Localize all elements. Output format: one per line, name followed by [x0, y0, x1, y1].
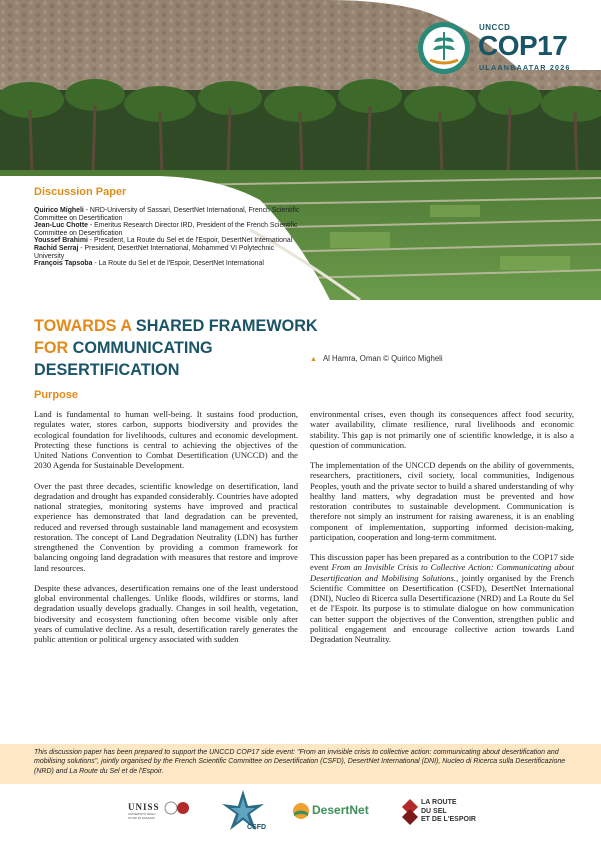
author-name: Rachid Serraj — [34, 244, 79, 252]
body-paragraph: The implementation of the UNCCD depends on the ability of governments, researchers, practitioners, civil society, local communities, Indigenous Peoples, youth and the private sector to build a shared understanding of why healthy land matters, why degradation must be prevented and how restoration contributes to sustainable development. Communication is therefore not simply an instrument for raising awareness, it is an enabling component of implementation, supporting informed decision-making, participation, cooperation and long-term commitment. — [310, 460, 574, 542]
route-line: DU SEL — [421, 807, 447, 815]
paragraph-text: , jointly organised by the French Scientific Committee on Desertification (CSFD), DesertNet International (DNI), Nucleo di Ricerca sulla Desertificazione (NRD) and La Route du Sel et de l'Espoir. Its purpose is to stimulate dialogue on how communication can better support the objectives of the Convention, strengthen public and political engagement and encourage collective action towards Land Degradation Neutrality. — [310, 572, 574, 644]
seal-icon — [164, 800, 190, 816]
cop17-logo — [416, 20, 581, 78]
event-title: From an Invisible Crisis to Collective Action: Communicating about Desertification and Mobilising Solutions. — [310, 562, 574, 583]
author-name: François Tapsoba — [34, 260, 93, 268]
body-paragraph: Despite these advances, desertification remains one of the least understood global environmental challenges. Unlike floods, wildfires or storms, land degradation usually develops gradually. Changes in soil health, vegetation, biodiversity and ecosystem functioning often become visible only after years of cumulative decline. As a result, desertification rarely generates the public attention or political urgency associated with sudden — [34, 582, 298, 644]
title-line1: SHARED FRAMEWORK — [131, 317, 318, 335]
paragraph-text: This discussion paper has been prepared as a contribution to the COP17 side event — [310, 552, 574, 573]
partner-logos — [0, 784, 601, 847]
paper-type: Discussion Paper — [34, 186, 127, 198]
caption-text: Al Hamra, Oman © Quirico Migheli — [322, 354, 443, 363]
route-line: ET DE L'ESPOIR — [421, 816, 476, 823]
author-entry — [34, 237, 304, 245]
author-entry — [34, 245, 304, 260]
title-line2: COMMUNICATING — [68, 339, 213, 357]
author-entry — [34, 260, 304, 268]
logo-event: COP17 — [478, 30, 568, 61]
author-affil: - Emeritus Research Director IRD, President of the French Scientific Committee on Desertification — [34, 222, 298, 237]
desertnet-name: DesertNet — [312, 803, 369, 817]
author-list — [34, 207, 304, 268]
author-name: Quirico Migheli — [34, 207, 84, 214]
uniss-logo — [128, 802, 162, 820]
uniss-name: UNISS — [128, 802, 160, 812]
author-affil: - President, DesertNet International, Mohammed VI Polytechnic University — [34, 244, 275, 260]
paper-title — [34, 315, 324, 381]
body-column-right — [310, 409, 574, 654]
author-affil: - President, La Route du Sel et de l'Espoir, DesertNet International — [87, 237, 293, 245]
section-heading: Purpose — [34, 389, 79, 401]
body-paragraph: Land is fundamental to human well-being. It sustains food production, regulates water, stores carbon, supports biodiversity and provides the ecological foundation for livelihoods, cultures and economic development. Protecting these functions is central to achieving the objectives of the United Nations Convention to Combat Desertification (UNCCD) and the 2030 Agenda for Sustainable Development. — [34, 409, 298, 471]
route-line: LA ROUTE — [421, 799, 457, 806]
notice-text: This discussion paper has been prepared to support the UNCCD COP17 side event: "From an invisible crisis to collective action: communicating about desertification and mobilising solutions", jointly organised by the French Scientific Committee on Desertification (CSFD), DesertNet International (DNI), Nucleo di Ricerca sulla Desertificazione (NRD) and La Route du Sel et de l'Espoir. — [34, 749, 566, 775]
author-entry — [34, 222, 304, 237]
title-line3: DESERTIFICATION — [34, 361, 180, 379]
logo-place: ULAANBAATAR 2026 — [479, 63, 571, 72]
logo-org: UNCCD — [479, 23, 511, 32]
body-paragraph: Over the past three decades, scientific knowledge on desertification, land degradation and drought has expanded considerably. Countries have adopted national strategies, monitoring systems have improved and practical experience has demonstrated that land degradation can be prevented, reduced and reversed through sustainable land management and ecosystem restoration. The concept of Land Degradation Neutrality (LDN) has further strengthened the Convention by providing a common framework for balancing ongoing land degradation with measures that restore and improve land resources. — [34, 480, 298, 573]
desertnet-icon — [292, 802, 310, 820]
title-line2-accent: FOR — [34, 339, 69, 357]
unccd-emblem-icon — [416, 20, 472, 76]
author-name: Jean-Luc Chotte — [34, 222, 88, 230]
author-affil: - La Route du Sel et de l'Espoir, DesertNet International — [92, 260, 264, 268]
route-du-sel-name — [421, 799, 476, 825]
body-paragraph: environmental crises, even though its consequences affect food security, water availability, climate resilience, rural livelihoods and economic stability. This gap is not primarily one of scientific knowledge, it is also a question of communication. — [310, 409, 574, 450]
triangle-icon: ▲ — [310, 356, 317, 363]
route-du-sel-icon — [401, 798, 419, 826]
author-affil: - NRD-University of Sassari, DesertNet International, French Scientific Committee on Desertification — [34, 207, 300, 222]
photo-caption — [310, 354, 443, 363]
author-entry — [34, 207, 304, 222]
body-paragraph — [310, 552, 574, 644]
author-name: Youssef Brahimi — [34, 237, 88, 245]
body-column-left — [34, 409, 298, 654]
uniss-subtitle: UNIVERSITÀ DEGLI STUDI DI SASSARI — [128, 812, 156, 820]
csfd-name: CSFD — [247, 824, 267, 831]
footer-notice — [0, 744, 601, 784]
title-line1-accent: TOWARDS A — [34, 317, 132, 335]
